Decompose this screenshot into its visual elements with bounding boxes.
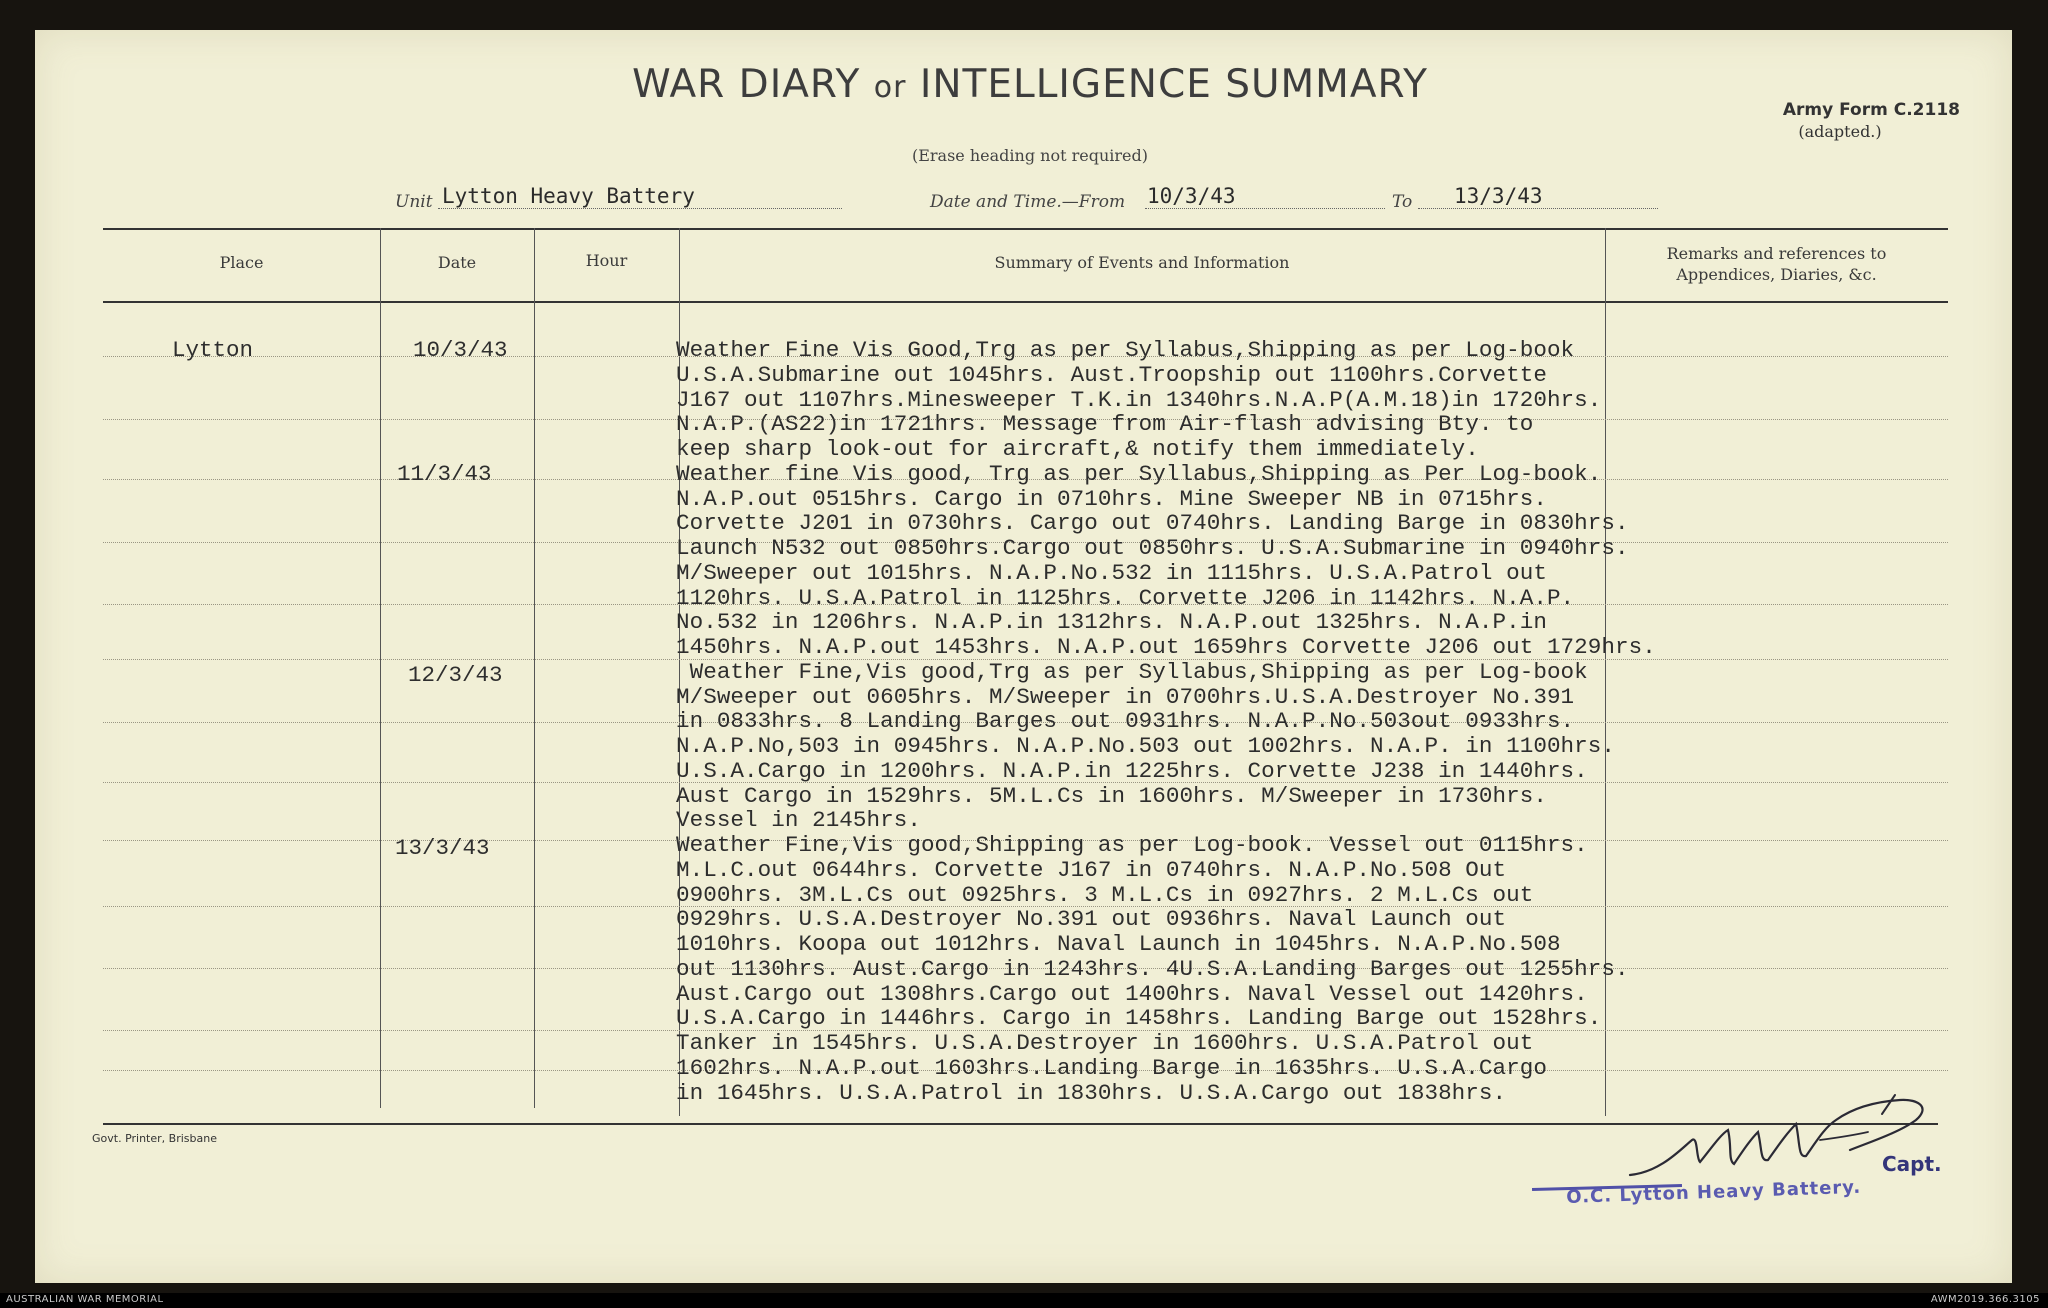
summary-line: 1010hrs. Koopa out 1012hrs. Naval Launch in 1045hrs. N.A.P.No.508	[676, 931, 1561, 957]
summary-line: U.S.A.Cargo in 1200hrs. N.A.P.in 1225hrs. Corvette J238 in 1440hrs.	[676, 757, 1588, 784]
unit-label: Unit	[395, 192, 433, 212]
summary-line: Aust.Cargo out 1308hrs.Cargo out 1400hrs. Naval Vessel out 1420hrs.	[676, 980, 1588, 1007]
army-form-adapted: (adapted.)	[1798, 122, 1882, 141]
date-from-dotted-line	[1145, 208, 1385, 209]
summary-line: 1602hrs. N.A.P.out 1603hrs.Landing Barge in 1635hrs. U.S.A.Cargo	[676, 1054, 1547, 1081]
unit-dotted-line	[438, 208, 842, 209]
summary-line: Weather Fine,Vis good,Trg as per Syllabus,Shipping as per Log-book	[676, 658, 1588, 685]
heading-instruction: (Erase heading not required)	[911, 146, 1148, 165]
summary-line: in 1645hrs. U.S.A.Patrol in 1830hrs. U.S.A.Cargo out 1838hrs.	[676, 1079, 1507, 1106]
date-from-value: 10/3/43	[1147, 184, 1236, 208]
summary-line: Vessel in 2145hrs.	[676, 807, 921, 834]
form-title	[620, 62, 1440, 107]
date-from-label: Date and Time.—From	[930, 192, 1126, 212]
date-to-value: 13/3/43	[1454, 184, 1543, 208]
summary-line: J167 out 1107hrs.Minesweeper T.K.in 1340hrs.N.A.P(A.M.18)in 1720hrs.	[676, 386, 1602, 413]
summary-line: Tanker in 1545hrs. U.S.A.Destroyer in 1600hrs. U.S.A.Patrol out	[676, 1030, 1534, 1056]
column-header-place: Place	[219, 253, 264, 272]
summary-line: Launch N532 out 0850hrs.Cargo out 0850hrs. U.S.A.Submarine in 0940hrs.	[676, 535, 1629, 561]
summary-line: keep sharp look-out for aircraft,& notify them immediately.	[676, 436, 1479, 462]
summary-line: N.A.P.No,503 in 0945hrs. N.A.P.No.503 out 1002hrs. N.A.P. in 1100hrs.	[676, 733, 1615, 759]
summary-line: 1450hrs. N.A.P.out 1453hrs. N.A.P.out 1659hrs Corvette J206 out 1729hrs.	[676, 634, 1656, 660]
printer-imprint: Govt. Printer, Brisbane	[92, 1132, 217, 1145]
date-entry: 11/3/43	[397, 461, 492, 487]
column-header-summary: Summary of Events and Information	[994, 253, 1290, 272]
commanding-officer-signature	[1600, 1080, 1960, 1195]
summary-line: M/Sweeper out 1015hrs. N.A.P.No.532 in 1115hrs. U.S.A.Patrol out	[676, 559, 1547, 586]
summary-line: Aust Cargo in 1529hrs. 5M.L.Cs in 1600hrs. M/Sweeper in 1730hrs.	[676, 782, 1547, 809]
summary-line: M.L.C.out 0644hrs. Corvette J167 in 0740hrs. N.A.P.No.508 Out	[676, 856, 1507, 883]
signatory-rank: Capt.	[1882, 1152, 1942, 1176]
summary-line: Weather fine Vis good, Trg as per Syllabus,Shipping as Per Log-book.	[676, 460, 1602, 487]
column-header-remarks-line1: Remarks and references to	[1666, 244, 1887, 263]
officer-commanding-stamp: O.C. Lytton Heavy Battery.	[1566, 1176, 1862, 1208]
archive-reference-number: AWM2019.366.3105	[1930, 1294, 2040, 1305]
column-divider-place	[380, 228, 381, 1108]
summary-line: Weather Fine,Vis good,Shipping as per Log-book. Vessel out 0115hrs.	[676, 832, 1588, 858]
place-entry: Lytton	[172, 337, 254, 363]
column-divider-summary	[1605, 228, 1606, 1116]
title-war-diary: WAR DIARY	[632, 62, 861, 107]
summary-line: out 1130hrs. Aust.Cargo in 1243hrs. 4U.S.A.Landing Barges out 1255hrs.	[676, 955, 1629, 982]
summary-line: U.S.A.Cargo in 1446hrs. Cargo in 1458hrs. Landing Barge out 1528hrs.	[676, 1005, 1602, 1032]
summary-line: 0900hrs. 3M.L.Cs out 0925hrs. 3 M.L.Cs in 0927hrs. 2 M.L.Cs out	[676, 881, 1534, 908]
column-header-remarks-line2: Appendices, Diaries, &c.	[1676, 265, 1877, 284]
summary-line: No.532 in 1206hrs. N.A.P.in 1312hrs. N.A.P.out 1325hrs. N.A.P.in	[676, 609, 1547, 636]
date-entry: 12/3/43	[408, 662, 503, 688]
summary-line: 0929hrs. U.S.A.Destroyer No.391 out 0936hrs. Naval Launch out	[676, 906, 1507, 933]
column-divider-date	[534, 228, 535, 1108]
summary-line: N.A.P.(AS22)in 1721hrs. Message from Air-flash advising Bty. to	[676, 411, 1534, 438]
summary-line: Corvette J201 in 0730hrs. Cargo out 0740hrs. Landing Barge in 0830hrs.	[676, 510, 1629, 537]
date-entry: 13/3/43	[395, 835, 490, 861]
summary-line: Weather Fine Vis Good,Trg as per Syllabus,Shipping as per Log-book	[676, 337, 1575, 363]
title-or: or	[873, 70, 907, 105]
summary-line: in 0833hrs. 8 Landing Barges out 0931hrs. N.A.P.No.503out 0933hrs.	[676, 708, 1575, 735]
title-intelligence-summary: INTELLIGENCE SUMMARY	[919, 62, 1428, 107]
column-header-date: Date	[437, 253, 477, 272]
summary-line: 1120hrs. U.S.A.Patrol in 1125hrs. Corvette J206 in 1142hrs. N.A.P.	[676, 584, 1575, 611]
date-to-label: To	[1392, 192, 1413, 212]
army-form-number: Army Form C.2118	[1782, 100, 1960, 120]
date-to-dotted-line	[1418, 208, 1658, 209]
archive-credit: AUSTRALIAN WAR MEMORIAL	[6, 1294, 164, 1305]
summary-line: N.A.P.out 0515hrs. Cargo in 0710hrs. Mine Sweeper NB in 0715hrs.	[676, 485, 1547, 512]
summary-line: M/Sweeper out 0605hrs. M/Sweeper in 0700hrs.U.S.A.Destroyer No.391	[676, 683, 1575, 710]
unit-value: Lytton Heavy Battery	[442, 184, 695, 208]
column-header-hour: Hour	[585, 251, 628, 270]
date-entry: 10/3/43	[413, 337, 508, 363]
summary-line: U.S.A.Submarine out 1045hrs. Aust.Troopship out 1100hrs.Corvette	[676, 361, 1547, 388]
archive-strip	[0, 1293, 2048, 1308]
